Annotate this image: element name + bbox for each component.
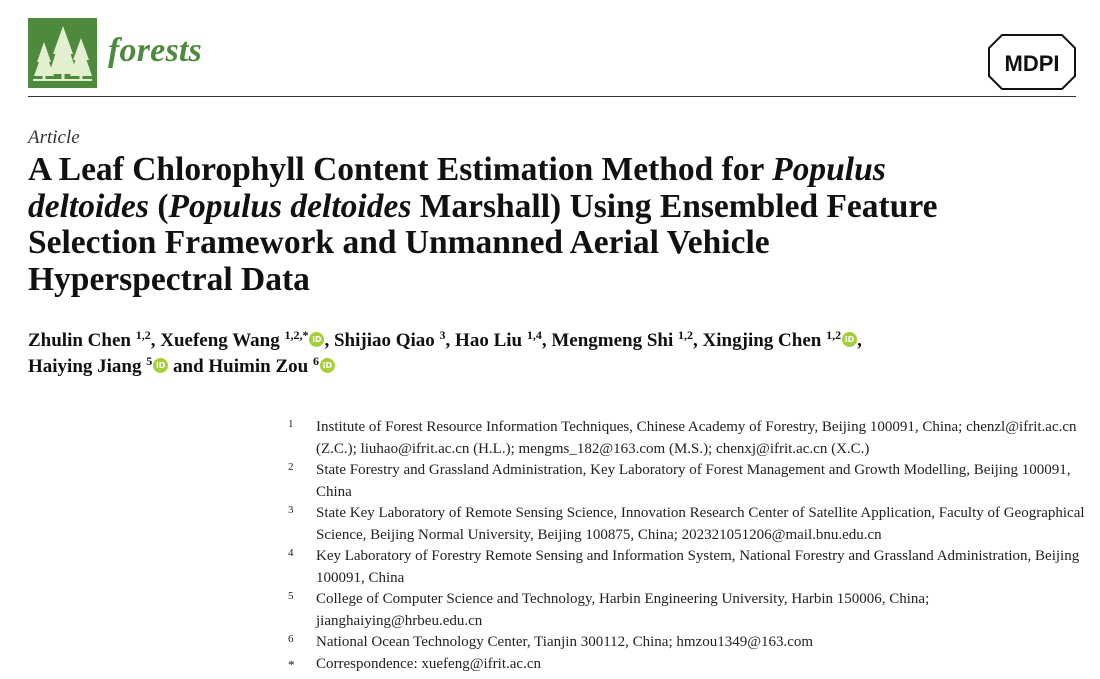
correspondence-item: * Correspondence: xuefeng@ifrit.ac.cn [288,655,541,672]
article-type: Article [28,127,80,148]
affiliation-item: 5 College of Computer Science and Technology, Harbin Engineering University, Harbin 150006, China; jianghaiying@hrbeu.edu.cn [288,590,930,629]
affiliation-item: 3 State Key Laboratory of Remote Sensing Science, Innovation Research Center of Satellite Application, Faculty of Geographical Science, Beijing Normal University, Beijing 100875, China; 202321051206@mail.bnu.edu.cn [288,504,1085,543]
orcid-icon[interactable] [320,358,335,373]
author-list: Zhulin Chen $^{1,2}$, Xuefeng Wang $^{1,2,*}$iD , Shijiao Qiao $^3$, Hao Liu $^{1,4}$, Mengmeng Shi $^{1,2}$, Xingjing Chen $^{1,2}$iD , Haiying Jiang $^5$iD and Huimin Zou $^6$iD [28,328,1088,380]
orcid-icon[interactable] [842,332,857,347]
author-name: Xuefeng Wang [160,330,280,351]
journal-header [28,18,1076,98]
author-name: Shijiao Qiao [333,330,435,351]
author-name: Mengmeng Shi [551,330,674,351]
affiliation-item: 1 Institute of Forest Resource Information Techniques, Chinese Academy of Forestry, Beijing 100091, China; chenzl@ifrit.ac.cn (Z.C.); liuhao@ifrit.ac.cn (H.L.); mengms_182@163.com (M.S.); chenxj@ifrit.ac.cn (X.C.) [288,418,1077,457]
header-divider [28,96,1076,97]
publisher-name: MDPI [1004,51,1060,76]
journal-name[interactable]: forests [108,32,202,69]
article-title: A Leaf Chlorophyll Content Estimation Method for Populus deltoides (Populus deltoides Marshall) Using Ensembled Feature Selection Framework and Unmanned Aerial Vehicle Hyperspectral Data [28,151,938,298]
forests-trees-logo-icon [28,18,97,88]
affiliation-item: 2 State Forestry and Grassland Administration, Key Laboratory of Forest Management and Growth Modelling, Beijing 100091, China [288,461,1071,500]
affiliation-list [286,417,1086,675]
author-name: Huimin Zou [208,356,309,377]
orcid-icon[interactable] [309,332,324,347]
author-name: Haiying Jiang [28,356,142,377]
affiliation-item: 4 Key Laboratory of Forestry Remote Sensing and Information System, National Forestry and Grassland Administration, Beijing 100091, China [288,547,1080,586]
author-name: Xingjing Chen [702,330,822,351]
mdpi-logo[interactable] [988,34,1076,90]
author-name: Hao Liu [455,330,523,351]
orcid-icon[interactable] [153,358,168,373]
affiliation-item: 6 National Ocean Technology Center, Tianjin 300112, China; hmzou1349@163.com [288,633,814,650]
author-name: Zhulin Chen [28,330,131,351]
